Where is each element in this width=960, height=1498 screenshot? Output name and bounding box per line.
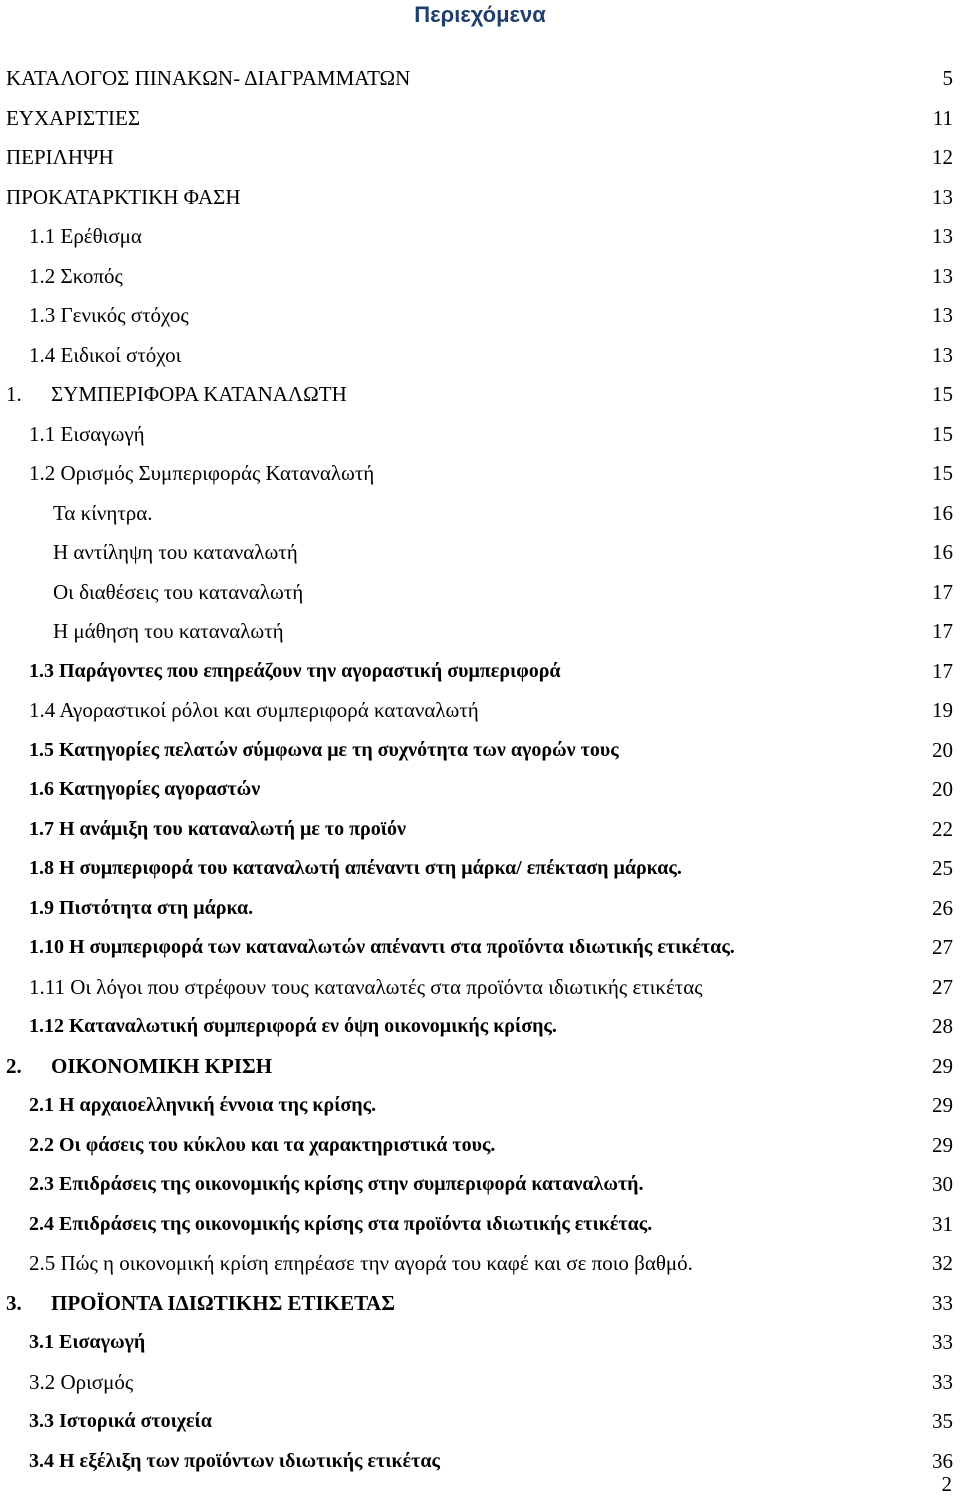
toc-entry-label: 1.6 Κατηγορίες αγοραστών xyxy=(29,778,261,800)
toc-entry-label: 1.3 Γενικός στόχος xyxy=(29,303,189,327)
toc-entry-text xyxy=(6,59,410,99)
toc-entry-text xyxy=(29,1323,145,1363)
toc-entry-page: 33 xyxy=(932,1290,953,1315)
toc-list xyxy=(0,59,960,1481)
toc-entry-text xyxy=(6,99,140,139)
toc-entry[interactable] xyxy=(0,1284,960,1324)
toc-entry[interactable] xyxy=(0,178,960,218)
toc-entry[interactable] xyxy=(0,1244,960,1284)
toc-entry-page: 27 xyxy=(932,935,953,959)
chapter-number: 3. xyxy=(6,1290,22,1315)
toc-entry-label: Η αντίληψη του καταναλωτή xyxy=(53,540,298,564)
toc-entry[interactable] xyxy=(0,1442,960,1482)
toc-entry-text xyxy=(29,454,374,494)
toc-entry-text xyxy=(29,652,561,692)
toc-entry-label: ΠΕΡΙΛΗΨΗ xyxy=(6,145,114,169)
toc-entry-label: 1.4 Ειδικοί στόχοι xyxy=(29,342,182,367)
toc-entry-page: 35 xyxy=(932,1409,953,1433)
toc-entry-label: 3.2 Ορισμός xyxy=(29,1369,134,1394)
toc-entry-text xyxy=(6,375,347,415)
toc-entry-page: 13 xyxy=(932,303,953,327)
toc-entry-label: 1.8 Η συμπεριφορά του καταναλωτή απέναντι στη μάρκα/ επέκταση μάρκας. xyxy=(29,857,682,879)
toc-entry-label: 1.12 Καταναλωτική συμπεριφορά εν όψη οικονομικής κρίσης. xyxy=(29,1015,557,1037)
toc-entry[interactable] xyxy=(0,296,960,336)
toc-entry-page: 13 xyxy=(932,184,953,209)
toc-entry[interactable] xyxy=(0,1323,960,1363)
toc-entry-label: 1.4 Αγοραστικοί ρόλοι και συμπεριφορά καταναλωτή xyxy=(29,698,479,722)
toc-entry-page: 20 xyxy=(932,737,953,762)
toc-entry[interactable] xyxy=(0,770,960,810)
toc-entry-label: 2.3 Επιδράσεις της οικονομικής κρίσης στην συμπεριφορά καταναλωτή. xyxy=(29,1173,644,1195)
toc-entry-text xyxy=(29,1442,440,1482)
toc-entry-label: ΚΑΤΑΛΟΓΟΣ ΠΙΝΑΚΩΝ- ΔΙΑΓΡΑΜΜΑΤΩΝ xyxy=(6,66,411,90)
toc-entry-page: 15 xyxy=(932,421,953,446)
toc-entry-label: 1.2 Σκοπός xyxy=(29,263,123,288)
toc-entry[interactable] xyxy=(0,257,960,297)
toc-entry-page: 16 xyxy=(932,540,953,564)
toc-entry[interactable] xyxy=(0,138,960,178)
toc-entry-page: 33 xyxy=(932,1330,953,1354)
toc-entry-text xyxy=(53,612,284,652)
toc-entry-page: 36 xyxy=(932,1448,953,1473)
toc-entry-page: 25 xyxy=(932,856,953,880)
toc-entry-label: Τα κίνητρα. xyxy=(53,500,153,525)
toc-entry-text xyxy=(53,573,303,613)
toc-entry-page: 17 xyxy=(932,619,953,643)
toc-entry-page: 17 xyxy=(932,658,953,683)
toc-entry-label: ΟΙΚΟΝΟΜΙΚΗ ΚΡΙΣΗ xyxy=(51,1053,273,1078)
toc-entry-label: ΕΥΧΑΡΙΣΤΙΕΣ xyxy=(6,105,141,130)
toc-entry[interactable] xyxy=(0,336,960,376)
toc-entry-text xyxy=(29,1205,652,1245)
toc-entry-label: ΣΥΜΠΕΡΙΦΟΡΑ ΚΑΤΑΝΑΛΩΤΗ xyxy=(51,382,347,406)
toc-entry-page: 33 xyxy=(932,1369,953,1394)
toc-entry-label: 2.4 Επιδράσεις της οικονομικής κρίσης στα προϊόντα ιδιωτικής ετικέτας. xyxy=(29,1212,653,1235)
toc-entry-label: 1.1 Ερέθισμα xyxy=(29,224,142,248)
toc-entry-text xyxy=(29,336,181,376)
toc-entry-text xyxy=(29,257,123,297)
toc-entry[interactable] xyxy=(0,217,960,257)
toc-entry-page: 13 xyxy=(932,342,953,367)
toc-entry[interactable] xyxy=(0,928,960,968)
toc-entry-page: 26 xyxy=(932,895,953,920)
toc-entry[interactable] xyxy=(0,652,960,692)
toc-entry[interactable] xyxy=(0,1165,960,1205)
toc-entry-text xyxy=(29,217,142,257)
toc-entry-page: 15 xyxy=(932,461,953,485)
toc-entry[interactable] xyxy=(0,1363,960,1403)
toc-entry-label: 2.5 Πώς η οικονομική κρίση επηρέασε την αγορά του καφέ και σε ποιο βαθμό. xyxy=(29,1251,693,1275)
toc-entry-text xyxy=(29,1165,644,1205)
toc-entry-text xyxy=(29,889,253,929)
toc-entry-text xyxy=(29,731,619,771)
toc-entry-label: Οι διαθέσεις του καταναλωτή xyxy=(53,579,304,604)
toc-entry-text xyxy=(29,770,260,810)
toc-entry[interactable] xyxy=(0,1007,960,1047)
toc-entry[interactable] xyxy=(0,889,960,929)
toc-entry[interactable] xyxy=(0,573,960,613)
toc-entry-label: 3.4 Η εξέλιξη των προϊόντων ιδιωτικής ετικέτας xyxy=(29,1449,440,1472)
toc-entry-label: ΠΡΟΪΟΝΤΑ ΙΔΙΩΤΙΚΗΣ ΕΤΙΚΕΤΑΣ xyxy=(51,1290,395,1315)
toc-entry[interactable] xyxy=(0,612,960,652)
toc-entry-text xyxy=(53,494,153,534)
toc-entry[interactable] xyxy=(0,533,960,573)
toc-entry-page: 16 xyxy=(932,500,953,525)
toc-entry-page: 32 xyxy=(932,1251,953,1275)
toc-entry-text xyxy=(29,968,703,1008)
toc-entry-page: 29 xyxy=(932,1093,953,1117)
toc-entry-page: 13 xyxy=(932,263,953,288)
toc-entry-text xyxy=(53,533,298,573)
toc-entry-text xyxy=(29,849,682,889)
toc-entry-text xyxy=(29,810,406,850)
toc-entry-page: 13 xyxy=(932,224,953,248)
toc-entry[interactable] xyxy=(0,59,960,99)
toc-entry-text xyxy=(29,296,189,336)
toc-entry[interactable] xyxy=(0,99,960,139)
toc-entry-page: 11 xyxy=(932,105,953,130)
toc-entry-label: 1.2 Ορισμός Συμπεριφοράς Καταναλωτή xyxy=(29,461,375,485)
toc-entry-page: 15 xyxy=(932,382,953,406)
toc-entry-page: 19 xyxy=(932,698,953,722)
toc-entry-page: 5 xyxy=(942,66,953,90)
toc-entry-page: 31 xyxy=(932,1211,953,1236)
toc-entry[interactable] xyxy=(0,968,960,1008)
toc-entry-page: 27 xyxy=(932,974,953,999)
toc-entry-text xyxy=(29,1126,495,1166)
toc-entry-text xyxy=(29,1007,557,1047)
toc-entry-label: 3.1 Εισαγωγή xyxy=(29,1331,146,1353)
chapter-number: 1. xyxy=(6,382,22,406)
toc-entry[interactable] xyxy=(0,810,960,850)
toc-entry-text xyxy=(6,1047,272,1087)
toc-entry-label: 1.7 Η ανάμιξη του καταναλωτή με το προϊόν xyxy=(29,817,406,840)
toc-entry[interactable] xyxy=(0,494,960,534)
toc-entry-label: 1.10 Η συμπεριφορά των καταναλωτών απέναντι στα προϊόντα ιδιωτικής ετικέτας. xyxy=(29,936,735,958)
toc-entry-label: Η μάθηση του καταναλωτή xyxy=(53,619,284,643)
toc-entry[interactable] xyxy=(0,375,960,415)
toc-entry-text xyxy=(6,178,241,218)
toc-entry[interactable] xyxy=(0,1205,960,1245)
toc-entry-label: 1.3 Παράγοντες που επηρεάζουν την αγοραστική συμπεριφορά xyxy=(29,659,561,682)
toc-entry-text xyxy=(29,1244,693,1284)
toc-entry-page: 30 xyxy=(932,1172,953,1196)
toc-entry-label: 1.5 Κατηγορίες πελατών σύμφωνα με τη συχνότητα των αγορών τους xyxy=(29,738,619,761)
toc-entry[interactable] xyxy=(0,1402,960,1442)
toc-entry-page: 17 xyxy=(932,579,953,604)
toc-entry-label: 1.11 Οι λόγοι που στρέφουν τους καταναλωτές στα προϊόντα ιδιωτικής ετικέτας xyxy=(29,974,703,999)
toc-entry-text xyxy=(29,1086,376,1126)
toc-entry-label: 2.2 Οι φάσεις του κύκλου και τα χαρακτηριστικά τους. xyxy=(29,1133,496,1156)
toc-entry-label: 1.9 Πιστότητα στη μάρκα. xyxy=(29,896,254,919)
toc-entry[interactable] xyxy=(0,849,960,889)
toc-entry[interactable] xyxy=(0,691,960,731)
toc-entry-text xyxy=(29,1363,133,1403)
toc-entry-text xyxy=(29,691,479,731)
toc-entry-label: ΠΡΟΚΑΤΑΡΚΤΙΚΗ ΦΑΣΗ xyxy=(6,184,241,209)
chapter-number: 2. xyxy=(6,1053,22,1078)
toc-entry[interactable] xyxy=(0,1126,960,1166)
toc-entry-page: 29 xyxy=(932,1132,953,1157)
toc-entry-page: 28 xyxy=(932,1014,953,1038)
toc-entry-page: 12 xyxy=(932,145,953,169)
toc-entry-text xyxy=(29,415,145,455)
toc-entry-text xyxy=(6,1284,395,1324)
toc-entry[interactable] xyxy=(0,1047,960,1087)
toc-entry-page: 20 xyxy=(932,777,953,801)
toc-entry-text xyxy=(29,1402,212,1442)
toc-entry-label: 3.3 Ιστορικά στοιχεία xyxy=(29,1410,212,1432)
page-number: 2 xyxy=(941,1472,952,1496)
toc-title: Περιεχόμενα xyxy=(414,2,546,27)
toc-entry-label: 1.1 Εισαγωγή xyxy=(29,421,145,446)
toc-entry-page: 22 xyxy=(932,816,953,841)
toc-entry-text xyxy=(29,928,735,968)
toc-entry[interactable] xyxy=(0,731,960,771)
toc-entry[interactable] xyxy=(0,415,960,455)
toc-entry[interactable] xyxy=(0,454,960,494)
toc-entry-page: 29 xyxy=(932,1053,953,1078)
toc-entry[interactable] xyxy=(0,1086,960,1126)
toc-entry-label: 2.1 Η αρχαιοελληνική έννοια της κρίσης. xyxy=(29,1094,377,1116)
toc-entry-text xyxy=(6,138,114,178)
